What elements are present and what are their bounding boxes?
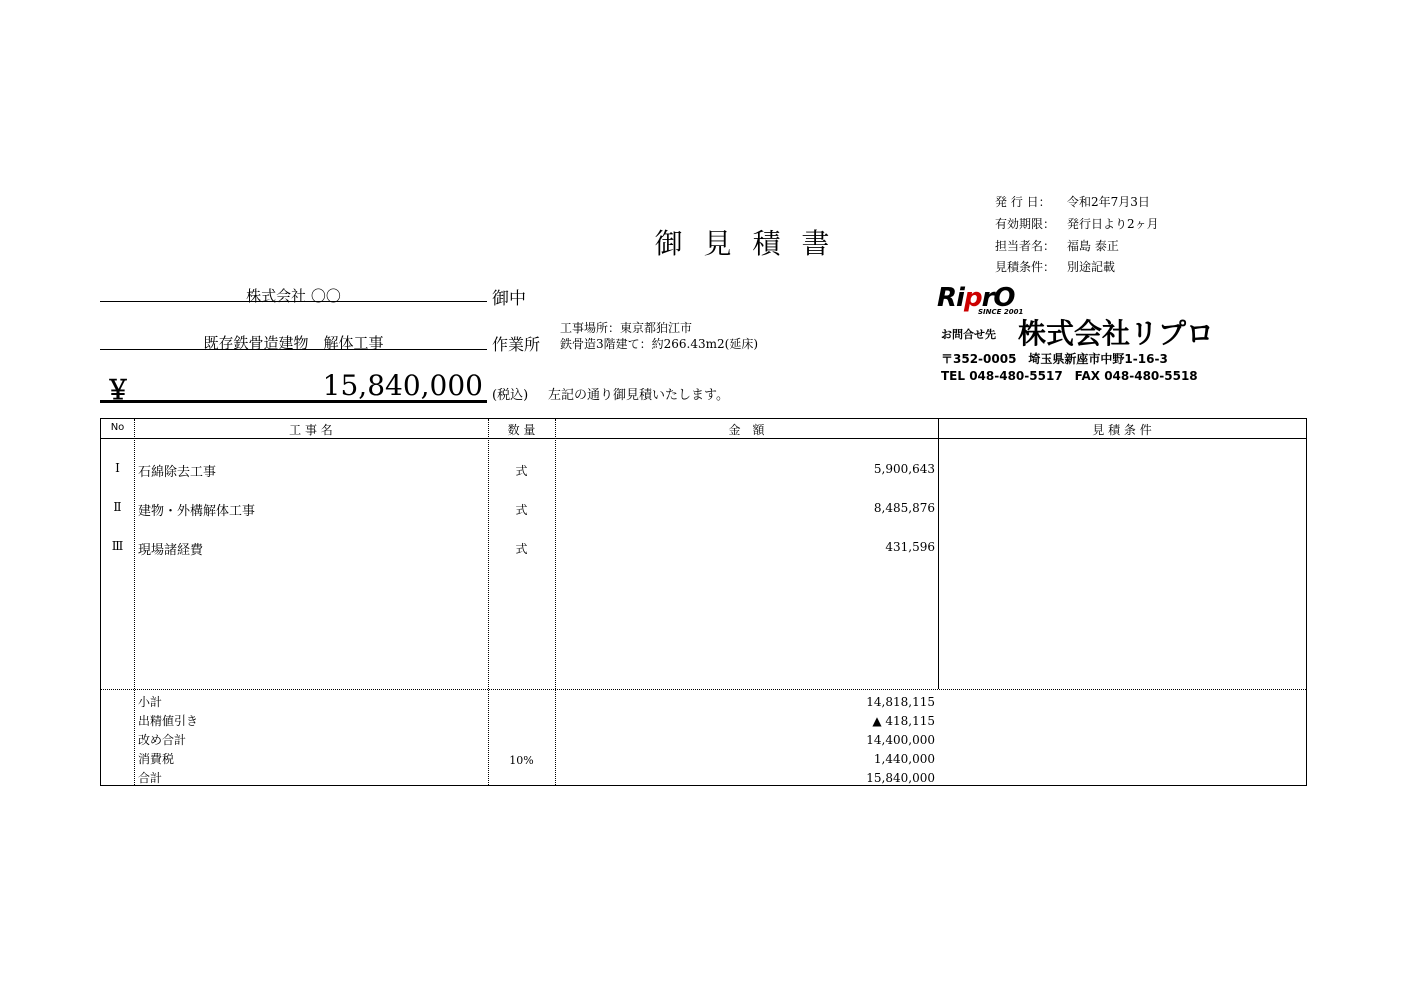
project-suffix: 作業所 (492, 335, 541, 354)
summary-label: 小計 (138, 695, 163, 709)
currency-symbol: ￥ (105, 376, 132, 406)
company-name: 株式会社リプロ (1018, 317, 1215, 350)
meta-issue-date: 発 行 日： 令和2年7月3日 (995, 195, 1150, 209)
client-name: 株式会社 〇〇 (246, 287, 341, 305)
summary-qty: 10% (509, 754, 534, 767)
row-amount: 431,596 (885, 540, 935, 554)
row-name: 石綿除去工事 (138, 465, 217, 480)
tax-note: (税込) (492, 388, 529, 403)
summary-label: 出精値引き (138, 714, 199, 728)
summary-amount: 14,400,000 (866, 733, 935, 747)
header-conditions: 見 積 条 件 (1092, 423, 1152, 437)
estimate-table (100, 418, 1307, 786)
meta-valid-until: 有効期限： 発行日より2ヶ月 (995, 217, 1159, 231)
row-no: Ⅰ (115, 461, 120, 475)
client-suffix: 御中 (492, 289, 526, 309)
header-amount: 金 額 (728, 423, 765, 437)
total-note: 左記の通り御見積いたします。 (548, 388, 729, 403)
project-location: 工事場所：東京都狛江市 (560, 321, 693, 335)
row-amount: 5,900,643 (873, 462, 935, 476)
header-name: 工 事 名 (289, 423, 333, 437)
summary-label: 改め合計 (138, 733, 187, 747)
meta-person: 担当者名： 福島 泰正 (995, 239, 1119, 253)
summary-label: 消費税 (138, 752, 175, 766)
project-structure: 鉄骨造3階建て：約266.43m2(延床) (560, 337, 759, 351)
header-no: No (110, 422, 125, 433)
row-no: Ⅲ (111, 539, 124, 553)
summary-amount: 14,818,115 (866, 695, 935, 709)
header-qty: 数 量 (507, 423, 536, 437)
row-no: Ⅱ (113, 500, 122, 514)
summary-amount: ▲ 418,115 (872, 714, 935, 728)
row-name: 現場諸経費 (138, 543, 204, 558)
logo-since: SINCE 2001 (978, 308, 1024, 316)
summary-amount: 1,440,000 (873, 752, 935, 766)
company-logo: RiprO (937, 283, 1015, 313)
meta-conditions: 見積条件： 別途記載 (995, 260, 1116, 274)
total-amount: 15,840,000 (322, 369, 483, 402)
row-qty: 式 (515, 464, 528, 478)
row-qty: 式 (515, 503, 528, 517)
company-phone: TEL 048-480-5517 FAX 048-480-5518 (941, 369, 1198, 383)
row-qty: 式 (515, 542, 528, 556)
row-amount: 8,485,876 (873, 501, 935, 515)
contact-label: お問合せ先 (941, 328, 996, 341)
project-name: 既存鉄骨造建物 解体工事 (203, 334, 384, 352)
row-name: 建物・外構解体工事 (138, 504, 256, 519)
document-title: 御 見 積 書 (654, 227, 836, 260)
company-address: 〒352-0005 埼玉県新座市中野1-16-3 (941, 352, 1168, 366)
summary-label: 合計 (138, 771, 163, 785)
summary-amount: 15,840,000 (866, 771, 935, 785)
